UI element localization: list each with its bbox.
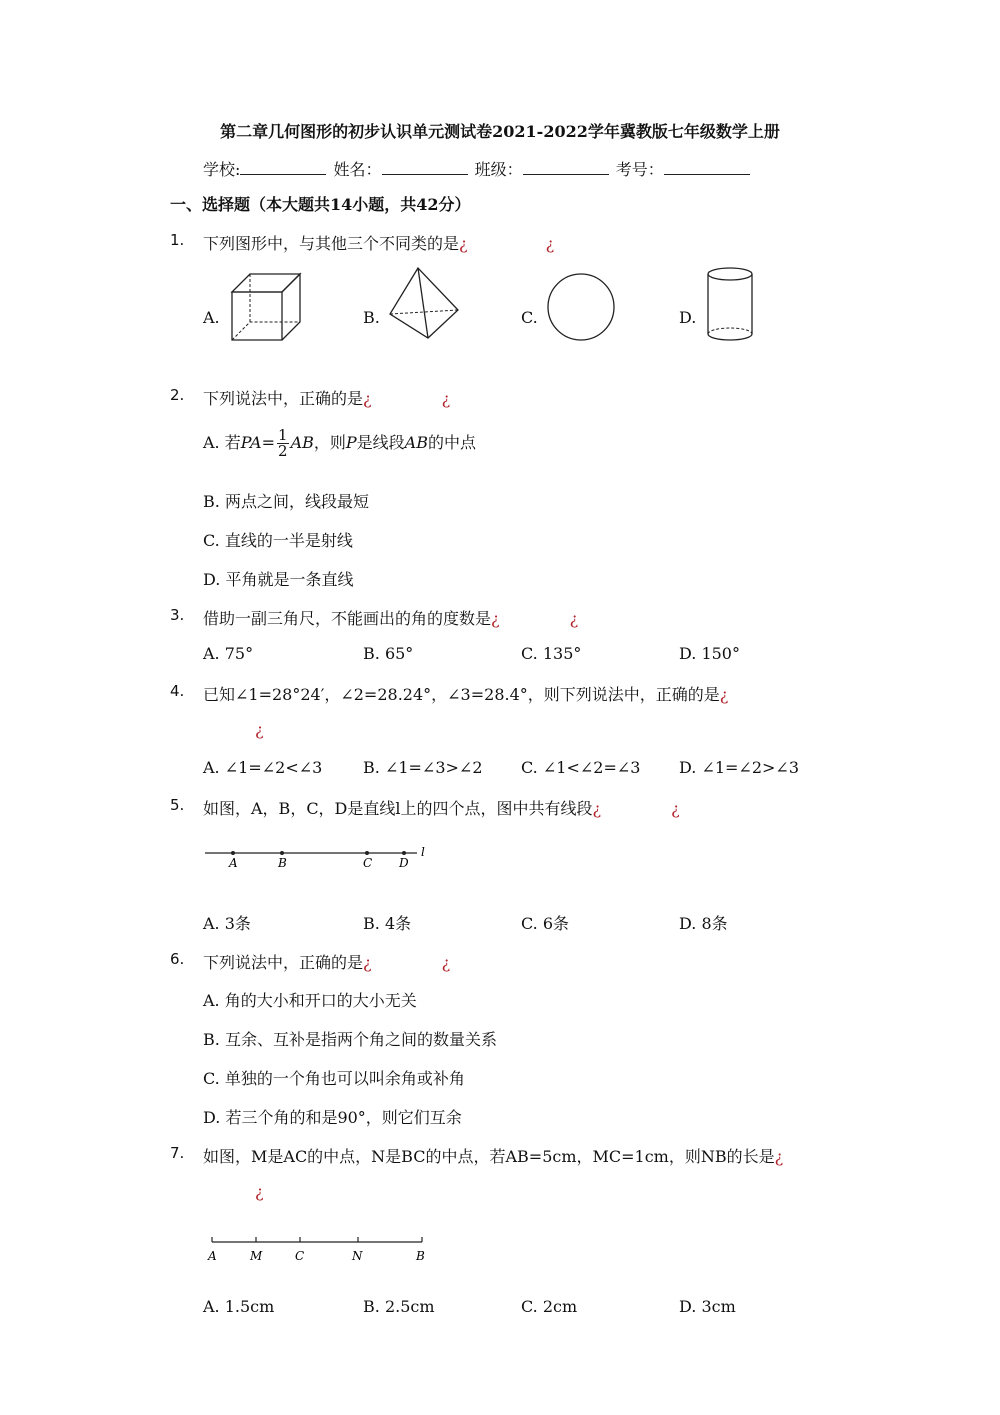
answer-mark-left: ¿ — [363, 953, 372, 972]
question-4-mark-line — [255, 720, 264, 739]
point-label-a: A — [229, 856, 238, 870]
q2-option-c: C. 直线的一半是射线 — [203, 531, 353, 550]
exam-no-label: 考号： — [615, 160, 664, 179]
question-1-text: 下列图形中，与其他三个不同类的是¿ ¿ — [203, 234, 555, 253]
q7-option-d: D. 3cm — [679, 1297, 736, 1316]
q2-option-d: D. 平角就是一条直线 — [203, 570, 354, 589]
class-label: 班级： — [474, 160, 523, 179]
question-5-text: 如图，A，B，C，D是直线l上的四个点，图中共有线段¿ ¿ — [203, 799, 680, 818]
question-2-number: 2. — [170, 386, 185, 404]
answer-mark-left: ¿ — [774, 1147, 784, 1166]
question-7-number: 7. — [170, 1144, 185, 1162]
class-blank — [523, 160, 609, 175]
answer-mark-left: ¿ — [592, 799, 602, 818]
page-title: 第二章几何图形的初步认识单元测试卷2021-2022学年冀教版七年级数学上册 — [220, 122, 780, 141]
q5-option-c: C. 6条 — [521, 914, 570, 933]
point-label-c: C — [363, 856, 373, 870]
cube-icon — [230, 272, 304, 342]
q2-option-b: B. 两点之间，线段最短 — [203, 492, 369, 511]
question-1-number: 1. — [170, 231, 185, 249]
q2-option-a: A. 若PA= $\frac{1}{2}$ AB，则P是线段AB的中点 — [203, 426, 476, 460]
q7-option-a: A. 1.5cm — [203, 1297, 275, 1316]
q6-option-c: C. 单独的一个角也可以叫余角或补角 — [203, 1069, 465, 1088]
point-label-a: A — [208, 1249, 217, 1263]
question-3-text: 借助一副三角尺，不能画出的角的度数是¿ ¿ — [203, 609, 579, 628]
answer-mark-right: ¿ — [255, 720, 264, 739]
point-label-b: B — [278, 856, 287, 870]
q3-option-a: A. 75° — [203, 644, 254, 663]
answer-mark-right: ¿ — [569, 609, 579, 628]
answer-mark-right: ¿ — [441, 953, 451, 972]
exam-no-blank — [664, 160, 750, 175]
q3-option-d: D. 150° — [679, 644, 740, 663]
point-label-c: C — [295, 1249, 305, 1263]
circle-icon — [546, 272, 616, 342]
answer-mark-left: ¿ — [459, 234, 468, 253]
answer-mark-left: ¿ — [363, 389, 372, 408]
cylinder-icon — [706, 266, 758, 344]
q1-option-b: B. — [363, 308, 380, 327]
question-4-text: 已知∠1=28°24′，∠2=28.24°，∠3=28.4°，则下列说法中，正确的是¿ — [203, 685, 729, 704]
question-7-mark-line — [255, 1182, 264, 1201]
tetrahedron-icon — [388, 266, 460, 342]
q6-option-b: B. 互余、互补是指两个角之间的数量关系 — [203, 1030, 497, 1049]
point-label-n: N — [352, 1249, 363, 1263]
point-label-d: D — [399, 856, 409, 870]
name-label: 姓名： — [333, 160, 382, 179]
q4-option-c: C. ∠1<∠2=∠3 — [521, 758, 641, 777]
q1-option-a: A. — [203, 308, 220, 327]
point-label-m: M — [250, 1249, 263, 1263]
q1-option-d: D. — [679, 308, 697, 327]
question-6-number: 6. — [170, 950, 185, 968]
question-3-number: 3. — [170, 606, 185, 624]
section-title: 一、选择题（本大题共14小题，共42分） — [170, 195, 471, 214]
school-label: 学校: — [203, 160, 241, 179]
answer-mark-right: ¿ — [441, 389, 451, 408]
line-label-l: l — [421, 845, 425, 859]
answer-mark-right: ¿ — [255, 1182, 264, 1201]
question-6-text: 下列说法中，正确的是¿ ¿ — [203, 953, 451, 972]
q1-option-c: C. — [521, 308, 538, 327]
q5-option-b: B. 4条 — [363, 914, 412, 933]
answer-mark-left: ¿ — [491, 609, 500, 628]
q5-line-figure — [205, 842, 430, 872]
q4-option-a: A. ∠1=∠2<∠3 — [203, 758, 323, 777]
q5-option-a: A. 3条 — [203, 914, 251, 933]
question-4-number: 4. — [170, 682, 185, 700]
question-7-text: 如图，M是AC的中点，N是BC的中点，若AB=5cm，MC=1cm，则NB的长是¿ — [203, 1147, 784, 1166]
q5-option-d: D. 8条 — [679, 914, 728, 933]
q4-option-d: D. ∠1=∠2>∠3 — [679, 758, 800, 777]
question-2-text: 下列说法中，正确的是¿ ¿ — [203, 389, 451, 408]
fraction: $\frac{1}{2}$ — [278, 426, 288, 460]
q4-option-b: B. ∠1=∠3>∠2 — [363, 758, 483, 777]
point-label-b: B — [416, 1249, 425, 1263]
q6-option-a: A. 角的大小和开口的大小无关 — [203, 991, 417, 1010]
answer-mark-right: ¿ — [671, 799, 680, 818]
q3-option-c: C. 135° — [521, 644, 582, 663]
answer-mark-right: ¿ — [545, 234, 555, 253]
student-info-line — [203, 157, 752, 180]
name-blank — [382, 160, 468, 175]
q7-option-c: C. 2cm — [521, 1297, 578, 1316]
answer-mark-left: ¿ — [719, 685, 729, 704]
q3-option-b: B. 65° — [363, 644, 414, 663]
q6-option-d: D. 若三个角的和是90°，则它们互余 — [203, 1108, 462, 1127]
question-5-number: 5. — [170, 796, 185, 814]
q7-option-b: B. 2.5cm — [363, 1297, 435, 1316]
q7-line-figure — [208, 1236, 433, 1266]
school-blank — [240, 160, 326, 175]
